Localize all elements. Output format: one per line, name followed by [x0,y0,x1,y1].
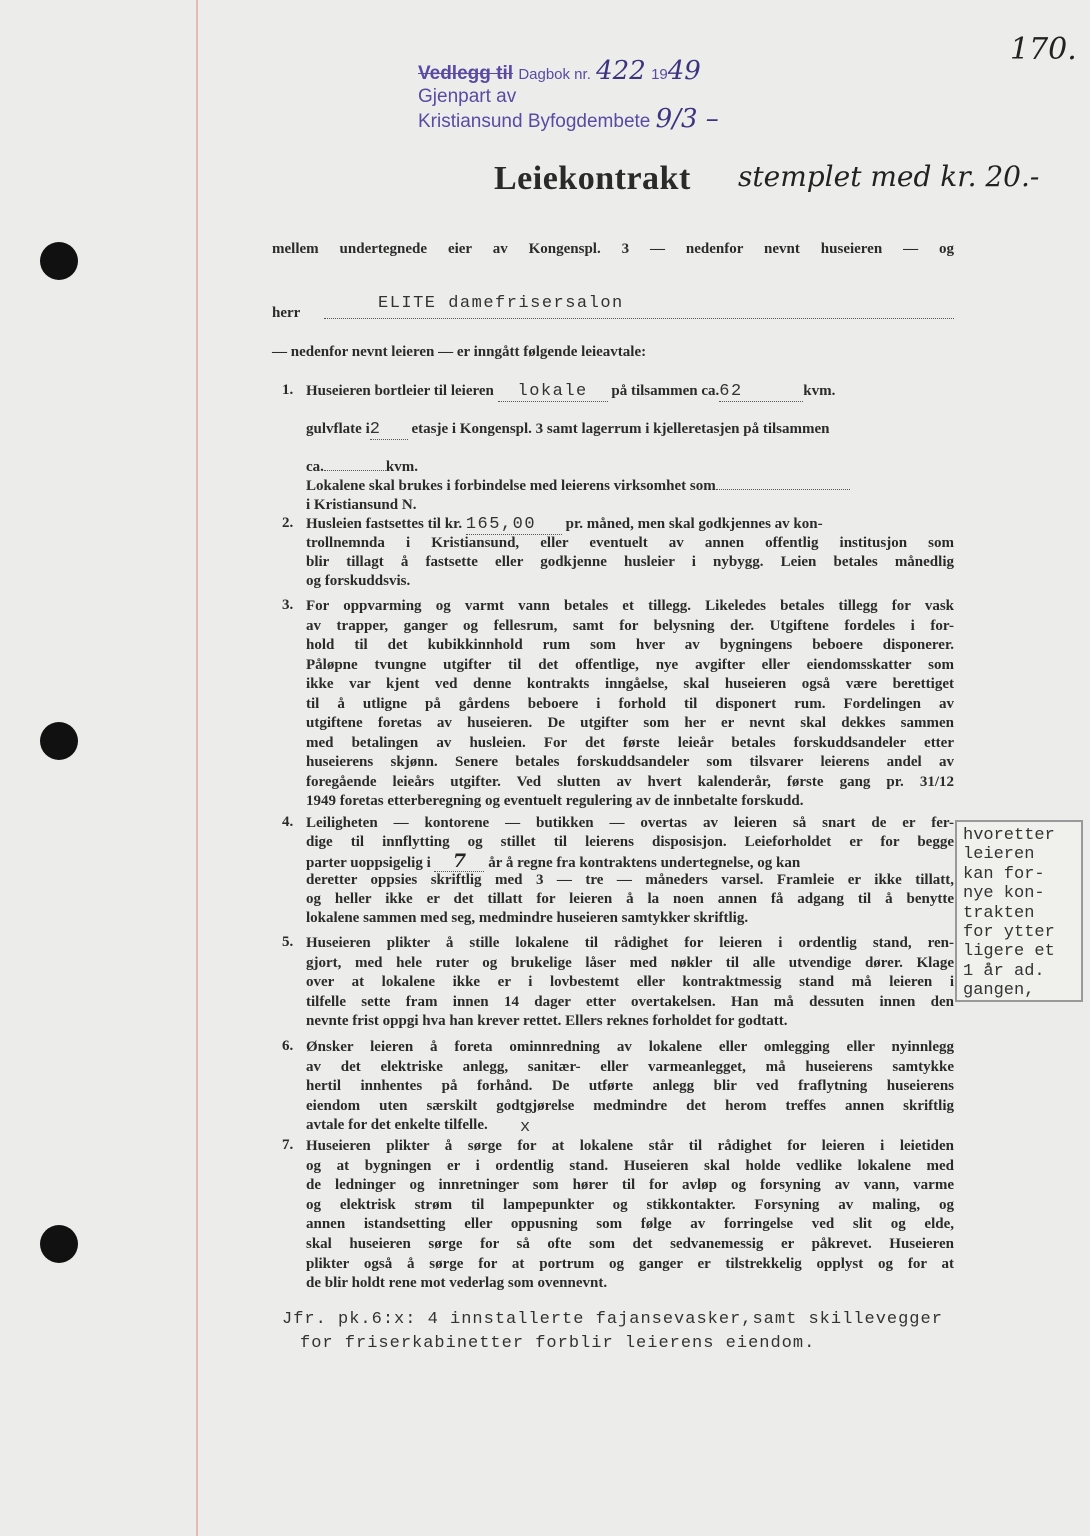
c3-line: Påløpne tvungne utgifter til det offentlige, nye avgifter eller eiendomsskatter som [306,656,954,673]
floor-number: 2 [370,420,408,440]
c3-line: utgiftene foretas av huseieren. De utgifter som her er nevnt skal dekkes sammen [306,715,954,731]
stamp-year-prefix: 19 [651,66,668,83]
clause-1-number: 1. [282,382,294,398]
clause-4-line-5: og heller ikke er det tillatt for leieren å la noen annen få adgang til å benytte [306,891,954,907]
document-title: Leiekontrakt [494,160,691,197]
c3-line: 1949 foretas etterberegning og eventuelt regulering av de innbetalte forskudd. [306,793,804,809]
clause-4-line-4: deretter oppsies skriftlig med 3 — tre — måneders varsel. Framleie er ikke tillatt, [306,872,954,888]
c7-line: plikter også å sørge for at portrum og ganger er tilstrekkelig opplyst og for at [306,1255,954,1272]
stamp-dagbok-number: 422 [596,56,646,86]
herr-label: herr [272,305,301,321]
clause-2-text: Husleien fastsettes til kr. [306,516,463,532]
footnote-line-1: Jfr. pk.6:x: 4 innstallerte fajansevasker,samt skillevegger [282,1310,943,1329]
business-field [716,489,850,490]
stamp-dagbok-label: Dagbok nr. [518,66,591,83]
clause-7-number: 7. [282,1137,294,1153]
c6-line: hertil innhentes på forhånd. De utførte anlegg blir ved fraflytning huseierens [306,1078,954,1094]
clause-4-line-1: Leiligheten — kontorene — butikken — overtas av leieren så snart de er fer- [306,815,954,831]
clause-4-line-6: lokalene sammen med seg, medmindre huseieren samtykker skriftlig. [306,910,749,926]
rented-area: 62 [719,382,803,402]
clause-2-line-4: og forskuddsvis. [306,573,411,589]
clause-3-number: 3. [282,597,294,613]
clause-2-text: pr. måned, men skal godkjennes av kon- [565,516,823,532]
c7-line: skal huseieren sørge for så ofte som det sedvanemessig er påkrevet. Huseieren [306,1236,954,1252]
c6-line: avtale for det enkelte tilfelle. [306,1117,488,1133]
c6-line: eiendom uten særskilt godtgjørelse medmindre det herom treffes annen skriftlig [306,1097,954,1114]
c3-line: foregående leieårs utgifter. Ved slutten av hvert kalenderår, første gang pr. 31/12 [306,773,954,790]
clause-1-text: kvm. [385,459,419,475]
clause-2-line-3: blir tillagt å fastsette eller godkjenne husleier i nybygg. Leien betales månedlig [306,554,954,570]
rider-line: 1 år ad. [963,961,1045,981]
monthly-rent: 165,00 [466,515,562,535]
clause-1-text: på tilsammen ca. [611,383,720,399]
clause-4-text: parter uoppsigelig i [306,855,431,871]
footnote-line-2: for friserkabinetter forblir leierens eiendom. [300,1334,816,1353]
lease-years: 7 [434,852,484,872]
c3-line: til å utligne på gårdens beboere i forhold til disponert rum. Fordelingen av [306,695,954,712]
rider-line: for ytter [963,923,1055,942]
clause-1-line-1 [306,382,835,402]
registry-stamp [418,56,719,134]
clause-5-number: 5. [282,934,294,950]
c7-line: de ledninger og innretninger som hører til for avløp og forsyning av vann, varme [306,1177,954,1194]
clause-1-text: Huseieren bortleier til leieren [306,383,494,399]
parties-outro: — nedenfor nevnt leieren — er inngått følgende leieavtale: [272,344,647,360]
clause-6-mark: x [520,1118,532,1137]
rider-line: gangen, [963,981,1035,1001]
stamp-struck-label: Vedlegg til [418,63,514,84]
rider-line: leieren [963,845,1035,865]
c7-line: annen istandsetting eller oppusning som følge av forringelse ved slit og elde, [306,1216,954,1233]
c3-line: av trapper, ganger og fellesrum, samt for belysning der. Utgiftene fordeles i for- [306,617,954,634]
tenant-name: ELITE damefrisersalon [378,294,624,313]
clause-1-text: etasje i Kongenspl. 3 samt lagerrum i kjelleretasjen på tilsammen [411,421,830,437]
c3-line: hold til det kubikkinnhold rum som hver av bygningens beboere disponerer. [306,637,954,653]
c5-line: over at lokalene ikke er i lovbestemt eller kontraktmessig stand må leieren i [306,974,954,990]
stamp-duty-note: stemplet med kr. 20.- [738,160,1040,193]
clause-1-line-4 [306,477,850,496]
tenant-field [324,294,954,319]
stamp-year: 49 [667,56,701,86]
rider-line: kan for- [963,864,1045,884]
parties-intro: mellem undertegnede eier av Kongenspl. 3 — nedenfor nevnt huseieren — og [272,241,954,257]
punch-hole-middle [40,722,78,760]
clause-1-text: Lokalene skal brukes i forbindelse med leierens virksomhet som [306,478,716,494]
clause-2-line-2: trollnemnda i Kristiansund, eller eventuelt av annen offentlig institusjon som [306,535,954,551]
margin-rule [196,0,198,1536]
c7-line: og elektrisk strøm til lampepunkter og stikkontakter. Forsyning av maling, og [306,1196,954,1213]
c7-line: og at bygningen er i ordentlig stand. Huseieren skal holde vedlike lokalene med [306,1157,954,1174]
page-number: 170. [1010,32,1077,67]
c6-line: Ønsker leieren å foreta ominnredning av lokalene eller omlegging eller nyinnlegg [306,1039,954,1055]
storage-area-field [324,470,386,471]
clause-1-text: ca. [306,459,324,475]
rider-line: ligere et [963,942,1055,962]
c3-line: ikke var kjent ved denne kontrakts inngåelse, skal huseieren også være berettiget [306,676,954,692]
c3-line: For oppvarming og varmt vann betales et tillegg. Likeledes betales tillegg for vask [306,598,954,614]
clause-4-text: år å regne fra kontraktens undertegnelse, og kan [488,855,801,871]
punch-hole-top [40,242,78,280]
stamp-date: 9/3 – [655,104,719,134]
c6-line: av det elektriske anlegg, sanitær- eller varmeanlegget, må huseierens samtykke [306,1058,954,1075]
stamp-copy-label: Gjenpart av [418,86,517,107]
c5-line: nevnte frist oppgi hva han krever rettet. Ellers reknes forholdet for godtatt. [306,1013,788,1029]
c3-line: huseierens skjønn. Senere betales forskuddsandeler som tilsvarer leierens andel av [306,754,954,770]
clause-4-line-2: dige til innflytting og stillet til leierens disposisjon. Leieforholdet er for begge [306,834,954,850]
clause-2-number: 2. [282,515,294,531]
punch-hole-bottom [40,1225,78,1263]
clause-1-line-5: i Kristiansund N. [306,497,417,513]
c7-line: de blir holdt rene mot vederlag som ovennevnt. [306,1275,608,1292]
clause-6-number: 6. [282,1038,294,1054]
rider-line: hvoretter [963,826,1055,845]
clause-1-line-2 [306,420,830,440]
c5-line: Huseieren plikter å stille lokalene til rådighet for leieren i ordentlig stand, ren- [306,935,954,951]
clause-1-text: gulvflate i [306,421,370,437]
clause-1-line-3 [306,458,418,477]
clause-1-text: kvm. [803,383,836,399]
rider-line: trakten [963,903,1035,923]
c3-line: med betalingen av husleien. For det første leieår betales forskuddsandeler etter [306,734,954,751]
stamp-office: Kristiansund Byfogdembete [418,111,651,132]
typed-rider-box [955,820,1083,1002]
c7-line: Huseieren plikter å sørge for at lokalene står til rådighet for leieren i leietiden [306,1138,954,1154]
c5-line: gjort, med hele ruter og brukelige låser med nøkler til alle utvendige dører. Klage [306,954,954,971]
clause-4-number: 4. [282,814,294,830]
c5-line: tilfelle sette fram innen 14 dager etter overtakelsen. Han må dessuten innen den [306,993,954,1010]
clause-2-line-1 [306,515,954,535]
rider-line: nye kon- [963,884,1045,904]
rented-object: lokale [498,382,608,402]
